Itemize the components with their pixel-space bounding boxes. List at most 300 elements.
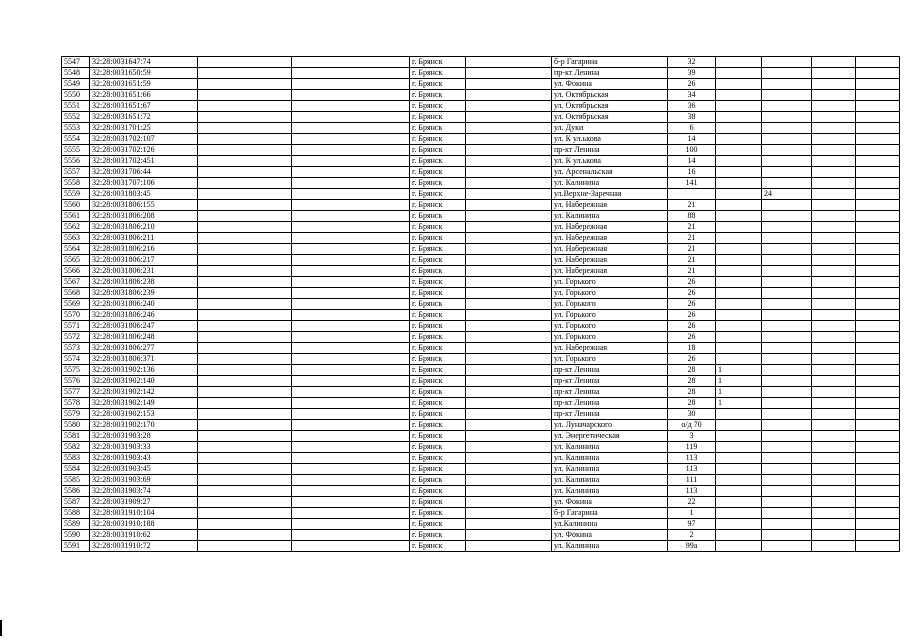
table-row bbox=[62, 145, 900, 156]
house-number-cell: 141 bbox=[668, 178, 716, 189]
column-12-cell bbox=[856, 387, 900, 398]
column-11-cell bbox=[812, 453, 856, 464]
column-12-cell bbox=[856, 200, 900, 211]
column-12-cell bbox=[856, 123, 900, 134]
city-cell: г. Брянск bbox=[410, 156, 466, 167]
street-cell: пр-кт Ленина bbox=[552, 398, 668, 409]
column-4-cell bbox=[292, 134, 410, 145]
column-12-cell bbox=[856, 442, 900, 453]
column-4-cell bbox=[292, 486, 410, 497]
column-12-cell bbox=[856, 365, 900, 376]
column-3-cell bbox=[198, 189, 292, 200]
column-11-cell bbox=[812, 398, 856, 409]
city-cell: г. Брянск bbox=[410, 541, 466, 552]
column-11-cell bbox=[812, 189, 856, 200]
column-11-cell bbox=[812, 332, 856, 343]
cadastral-number-cell: 32:28:0031806:216 bbox=[90, 244, 198, 255]
column-4-cell bbox=[292, 409, 410, 420]
column-4-cell bbox=[292, 310, 410, 321]
column-12-cell bbox=[856, 57, 900, 68]
street-cell: ул. Горького bbox=[552, 288, 668, 299]
column-9-cell: 1 bbox=[716, 365, 762, 376]
column-9-cell bbox=[716, 420, 762, 431]
column-3-cell bbox=[198, 145, 292, 156]
row-number-cell: 5567 bbox=[62, 277, 90, 288]
column-9-cell bbox=[716, 497, 762, 508]
column-9-cell bbox=[716, 244, 762, 255]
column-10-cell bbox=[762, 310, 812, 321]
table-row bbox=[62, 420, 900, 431]
street-cell: б-р Гагарина bbox=[552, 57, 668, 68]
column-6-cell bbox=[466, 123, 552, 134]
city-cell: г. Брянск bbox=[410, 409, 466, 420]
column-12-cell bbox=[856, 530, 900, 541]
table-row bbox=[62, 134, 900, 145]
street-cell: ул. Горького bbox=[552, 299, 668, 310]
city-cell: г. Брянск bbox=[410, 365, 466, 376]
row-number-cell: 5561 bbox=[62, 211, 90, 222]
column-12-cell bbox=[856, 475, 900, 486]
column-11-cell bbox=[812, 497, 856, 508]
city-cell: г. Брянск bbox=[410, 376, 466, 387]
row-number-cell: 5562 bbox=[62, 222, 90, 233]
street-cell: ул. К ул.ькова bbox=[552, 156, 668, 167]
cadastral-number-cell: 32:28:0031902:136 bbox=[90, 365, 198, 376]
row-number-cell: 5585 bbox=[62, 475, 90, 486]
house-number-cell: 38 bbox=[668, 112, 716, 123]
column-4-cell bbox=[292, 112, 410, 123]
column-10-cell bbox=[762, 277, 812, 288]
column-4-cell bbox=[292, 299, 410, 310]
column-3-cell bbox=[198, 332, 292, 343]
column-11-cell bbox=[812, 101, 856, 112]
column-9-cell bbox=[716, 134, 762, 145]
column-9-cell bbox=[716, 156, 762, 167]
table-row bbox=[62, 453, 900, 464]
house-number-cell: 26 bbox=[668, 277, 716, 288]
city-cell: г. Брянск bbox=[410, 222, 466, 233]
city-cell: г. Брянск bbox=[410, 519, 466, 530]
column-3-cell bbox=[198, 442, 292, 453]
city-cell: г. Брянск bbox=[410, 255, 466, 266]
row-number-cell: 5552 bbox=[62, 112, 90, 123]
cadastral-number-cell: 32:28:0031702:451 bbox=[90, 156, 198, 167]
column-3-cell bbox=[198, 112, 292, 123]
registry-table bbox=[61, 56, 900, 552]
column-4-cell bbox=[292, 255, 410, 266]
row-number-cell: 5580 bbox=[62, 420, 90, 431]
cadastral-number-cell: 32:28:0031707:106 bbox=[90, 178, 198, 189]
column-4-cell bbox=[292, 398, 410, 409]
house-number-cell: 21 bbox=[668, 244, 716, 255]
column-3-cell bbox=[198, 156, 292, 167]
column-11-cell bbox=[812, 134, 856, 145]
column-11-cell bbox=[812, 464, 856, 475]
row-number-cell: 5547 bbox=[62, 57, 90, 68]
table-row bbox=[62, 244, 900, 255]
row-number-cell: 5587 bbox=[62, 497, 90, 508]
column-3-cell bbox=[198, 167, 292, 178]
cadastral-number-cell: 32:28:0031651:67 bbox=[90, 101, 198, 112]
column-10-cell bbox=[762, 365, 812, 376]
column-6-cell bbox=[466, 134, 552, 145]
house-number-cell: 100 bbox=[668, 145, 716, 156]
street-cell: ул. Фокина bbox=[552, 530, 668, 541]
column-6-cell bbox=[466, 90, 552, 101]
city-cell: г. Брянск bbox=[410, 145, 466, 156]
column-3-cell bbox=[198, 266, 292, 277]
column-12-cell bbox=[856, 453, 900, 464]
column-10-cell bbox=[762, 244, 812, 255]
column-3-cell bbox=[198, 299, 292, 310]
street-cell: ул.Верхне-Заречная bbox=[552, 189, 668, 200]
row-number-cell: 5564 bbox=[62, 244, 90, 255]
street-cell: б-р Гагарина bbox=[552, 508, 668, 519]
column-12-cell bbox=[856, 343, 900, 354]
cadastral-number-cell: 32:28:0031806:231 bbox=[90, 266, 198, 277]
cadastral-number-cell: 32:28:0031903:69 bbox=[90, 475, 198, 486]
column-9-cell bbox=[716, 112, 762, 123]
cadastral-number-cell: 32:28:0031803:45 bbox=[90, 189, 198, 200]
column-4-cell bbox=[292, 244, 410, 255]
house-number-cell: 26 bbox=[668, 310, 716, 321]
column-12-cell bbox=[856, 233, 900, 244]
street-cell: ул. Набережная bbox=[552, 200, 668, 211]
column-9-cell bbox=[716, 530, 762, 541]
city-cell: г. Брянск bbox=[410, 530, 466, 541]
column-3-cell bbox=[198, 233, 292, 244]
column-3-cell bbox=[198, 508, 292, 519]
column-4-cell bbox=[292, 123, 410, 134]
house-number-cell: 22 bbox=[668, 497, 716, 508]
cadastral-number-cell: 32:28:0031806:248 bbox=[90, 332, 198, 343]
column-4-cell bbox=[292, 57, 410, 68]
column-10-cell bbox=[762, 68, 812, 79]
city-cell: г. Брянск bbox=[410, 178, 466, 189]
cadastral-number-cell: 32:28:0031651:59 bbox=[90, 79, 198, 90]
column-12-cell bbox=[856, 486, 900, 497]
row-number-cell: 5568 bbox=[62, 288, 90, 299]
column-4-cell bbox=[292, 343, 410, 354]
column-10-cell bbox=[762, 431, 812, 442]
column-10-cell bbox=[762, 134, 812, 145]
column-11-cell bbox=[812, 299, 856, 310]
column-10-cell bbox=[762, 420, 812, 431]
column-11-cell bbox=[812, 266, 856, 277]
column-9-cell bbox=[716, 189, 762, 200]
column-6-cell bbox=[466, 530, 552, 541]
row-number-cell: 5550 bbox=[62, 90, 90, 101]
table-row bbox=[62, 277, 900, 288]
cadastral-number-cell: 32:28:0031702:126 bbox=[90, 145, 198, 156]
column-10-cell bbox=[762, 178, 812, 189]
column-12-cell bbox=[856, 431, 900, 442]
row-number-cell: 5548 bbox=[62, 68, 90, 79]
column-4-cell bbox=[292, 178, 410, 189]
column-12-cell bbox=[856, 508, 900, 519]
row-number-cell: 5575 bbox=[62, 365, 90, 376]
house-number-cell: 26 bbox=[668, 79, 716, 90]
street-cell: ул. Калинина bbox=[552, 453, 668, 464]
cadastral-number-cell: 32:28:0031902:170 bbox=[90, 420, 198, 431]
column-11-cell bbox=[812, 277, 856, 288]
city-cell: г. Брянск bbox=[410, 277, 466, 288]
table-row bbox=[62, 530, 900, 541]
column-9-cell: 1 bbox=[716, 387, 762, 398]
column-6-cell bbox=[466, 409, 552, 420]
city-cell: г. Брянск bbox=[410, 486, 466, 497]
column-4-cell bbox=[292, 189, 410, 200]
city-cell: г. Брянск bbox=[410, 57, 466, 68]
cadastral-number-cell: 32:28:0031910:188 bbox=[90, 519, 198, 530]
column-6-cell bbox=[466, 200, 552, 211]
column-11-cell bbox=[812, 145, 856, 156]
column-10-cell bbox=[762, 211, 812, 222]
column-11-cell bbox=[812, 321, 856, 332]
column-12-cell bbox=[856, 376, 900, 387]
column-4-cell bbox=[292, 475, 410, 486]
column-6-cell bbox=[466, 266, 552, 277]
column-3-cell bbox=[198, 530, 292, 541]
table-row bbox=[62, 266, 900, 277]
row-number-cell: 5563 bbox=[62, 233, 90, 244]
column-9-cell bbox=[716, 233, 762, 244]
column-12-cell bbox=[856, 266, 900, 277]
column-11-cell bbox=[812, 365, 856, 376]
house-number-cell: 1 bbox=[668, 508, 716, 519]
table-row bbox=[62, 211, 900, 222]
house-number-cell: 111 bbox=[668, 475, 716, 486]
table-row bbox=[62, 310, 900, 321]
cadastral-number-cell: 32:28:0031902:140 bbox=[90, 376, 198, 387]
cadastral-number-cell: 32:28:0031806:277 bbox=[90, 343, 198, 354]
column-4-cell bbox=[292, 365, 410, 376]
cadastral-number-cell: 32:28:0031806:238 bbox=[90, 277, 198, 288]
street-cell: ул. Набережная bbox=[552, 266, 668, 277]
house-number-cell: 26 bbox=[668, 332, 716, 343]
column-3-cell bbox=[198, 453, 292, 464]
table-row bbox=[62, 68, 900, 79]
column-3-cell bbox=[198, 354, 292, 365]
column-12-cell bbox=[856, 321, 900, 332]
column-4-cell bbox=[292, 442, 410, 453]
column-10-cell bbox=[762, 167, 812, 178]
column-9-cell: 1 bbox=[716, 398, 762, 409]
table-row bbox=[62, 200, 900, 211]
row-number-cell: 5582 bbox=[62, 442, 90, 453]
house-number-cell: 113 bbox=[668, 464, 716, 475]
column-9-cell bbox=[716, 354, 762, 365]
table-row bbox=[62, 464, 900, 475]
column-10-cell bbox=[762, 332, 812, 343]
column-4-cell bbox=[292, 90, 410, 101]
table-row bbox=[62, 519, 900, 530]
column-6-cell bbox=[466, 354, 552, 365]
table-row bbox=[62, 123, 900, 134]
street-cell: ул. Энергетическая bbox=[552, 431, 668, 442]
column-9-cell bbox=[716, 167, 762, 178]
column-11-cell bbox=[812, 519, 856, 530]
cadastral-number-cell: 32:28:0031910:62 bbox=[90, 530, 198, 541]
street-cell: ул.Калинина bbox=[552, 519, 668, 530]
column-10-cell bbox=[762, 398, 812, 409]
column-6-cell bbox=[466, 189, 552, 200]
column-11-cell bbox=[812, 530, 856, 541]
street-cell: ул. К ул.ькова bbox=[552, 134, 668, 145]
column-4-cell bbox=[292, 68, 410, 79]
column-3-cell bbox=[198, 519, 292, 530]
row-number-cell: 5557 bbox=[62, 167, 90, 178]
table-row bbox=[62, 288, 900, 299]
column-4-cell bbox=[292, 211, 410, 222]
column-12-cell bbox=[856, 156, 900, 167]
city-cell: г. Брянск bbox=[410, 431, 466, 442]
table-row bbox=[62, 387, 900, 398]
column-10-cell bbox=[762, 343, 812, 354]
column-6-cell bbox=[466, 376, 552, 387]
column-12-cell bbox=[856, 68, 900, 79]
city-cell: г. Брянск bbox=[410, 475, 466, 486]
column-9-cell bbox=[716, 101, 762, 112]
column-6-cell bbox=[466, 486, 552, 497]
cadastral-number-cell: 32:28:0031903:33 bbox=[90, 442, 198, 453]
column-3-cell bbox=[198, 431, 292, 442]
street-cell: пр-кт Ленина bbox=[552, 387, 668, 398]
column-6-cell bbox=[466, 222, 552, 233]
street-cell: ул. Набережная bbox=[552, 233, 668, 244]
column-4-cell bbox=[292, 453, 410, 464]
row-number-cell: 5579 bbox=[62, 409, 90, 420]
column-11-cell bbox=[812, 211, 856, 222]
city-cell: г. Брянск bbox=[410, 288, 466, 299]
city-cell: г. Брянск bbox=[410, 123, 466, 134]
column-12-cell bbox=[856, 409, 900, 420]
table-row bbox=[62, 398, 900, 409]
column-3-cell bbox=[198, 255, 292, 266]
column-10-cell bbox=[762, 123, 812, 134]
column-10-cell bbox=[762, 299, 812, 310]
row-number-cell: 5558 bbox=[62, 178, 90, 189]
column-12-cell bbox=[856, 277, 900, 288]
column-3-cell bbox=[198, 101, 292, 112]
column-11-cell bbox=[812, 244, 856, 255]
column-6-cell bbox=[466, 475, 552, 486]
table-row bbox=[62, 233, 900, 244]
row-number-cell: 5570 bbox=[62, 310, 90, 321]
column-6-cell bbox=[466, 332, 552, 343]
column-9-cell bbox=[716, 431, 762, 442]
house-number-cell: 28 bbox=[668, 387, 716, 398]
city-cell: г. Брянск bbox=[410, 343, 466, 354]
row-number-cell: 5588 bbox=[62, 508, 90, 519]
cadastral-number-cell: 32:28:0031903:45 bbox=[90, 464, 198, 475]
column-10-cell bbox=[762, 508, 812, 519]
column-9-cell bbox=[716, 299, 762, 310]
column-12-cell bbox=[856, 222, 900, 233]
column-11-cell bbox=[812, 475, 856, 486]
column-10-cell bbox=[762, 156, 812, 167]
city-cell: г. Брянск bbox=[410, 90, 466, 101]
column-4-cell bbox=[292, 530, 410, 541]
column-11-cell bbox=[812, 409, 856, 420]
city-cell: г. Брянск bbox=[410, 420, 466, 431]
cadastral-number-cell: 32:28:0031651:72 bbox=[90, 112, 198, 123]
column-11-cell bbox=[812, 387, 856, 398]
street-cell: ул. Калинина bbox=[552, 464, 668, 475]
column-6-cell bbox=[466, 178, 552, 189]
column-9-cell bbox=[716, 508, 762, 519]
row-number-cell: 5571 bbox=[62, 321, 90, 332]
house-number-cell: 119 bbox=[668, 442, 716, 453]
street-cell: ул. Набережная bbox=[552, 244, 668, 255]
scan-edge-mark bbox=[0, 620, 2, 636]
city-cell: г. Брянск bbox=[410, 244, 466, 255]
column-11-cell bbox=[812, 68, 856, 79]
column-10-cell bbox=[762, 530, 812, 541]
house-number-cell: 14 bbox=[668, 134, 716, 145]
column-3-cell bbox=[198, 464, 292, 475]
column-6-cell bbox=[466, 431, 552, 442]
column-12-cell bbox=[856, 112, 900, 123]
column-11-cell bbox=[812, 288, 856, 299]
column-4-cell bbox=[292, 464, 410, 475]
street-cell: ул. Калинина bbox=[552, 475, 668, 486]
row-number-cell: 5553 bbox=[62, 123, 90, 134]
city-cell: г. Брянск bbox=[410, 332, 466, 343]
house-number-cell: 88 bbox=[668, 211, 716, 222]
house-number-cell: 28 bbox=[668, 376, 716, 387]
column-3-cell bbox=[198, 365, 292, 376]
table-row bbox=[62, 365, 900, 376]
column-3-cell bbox=[198, 222, 292, 233]
row-number-cell: 5576 bbox=[62, 376, 90, 387]
city-cell: г. Брянск bbox=[410, 200, 466, 211]
column-12-cell bbox=[856, 541, 900, 552]
table-row bbox=[62, 332, 900, 343]
cadastral-number-cell: 32:28:0031903:43 bbox=[90, 453, 198, 464]
column-9-cell bbox=[716, 409, 762, 420]
row-number-cell: 5569 bbox=[62, 299, 90, 310]
column-10-cell bbox=[762, 233, 812, 244]
column-9-cell bbox=[716, 475, 762, 486]
city-cell: г. Брянск bbox=[410, 134, 466, 145]
house-number-cell: 26 bbox=[668, 321, 716, 332]
table-row bbox=[62, 431, 900, 442]
table-row bbox=[62, 189, 900, 200]
column-12-cell bbox=[856, 101, 900, 112]
table-row bbox=[62, 178, 900, 189]
house-number-cell: 21 bbox=[668, 255, 716, 266]
city-cell: г. Брянск bbox=[410, 497, 466, 508]
column-4-cell bbox=[292, 508, 410, 519]
column-11-cell bbox=[812, 123, 856, 134]
cadastral-number-cell: 32:28:0031702:107 bbox=[90, 134, 198, 145]
table-row bbox=[62, 475, 900, 486]
column-11-cell bbox=[812, 255, 856, 266]
column-4-cell bbox=[292, 79, 410, 90]
house-number-cell: 6 bbox=[668, 123, 716, 134]
column-4-cell bbox=[292, 519, 410, 530]
cadastral-number-cell: 32:28:0031701:25 bbox=[90, 123, 198, 134]
column-3-cell bbox=[198, 321, 292, 332]
house-number-cell: 97 bbox=[668, 519, 716, 530]
column-9-cell bbox=[716, 464, 762, 475]
column-6-cell bbox=[466, 387, 552, 398]
street-cell: ул. Арсенальская bbox=[552, 167, 668, 178]
column-6-cell bbox=[466, 398, 552, 409]
table-row bbox=[62, 541, 900, 552]
column-6-cell bbox=[466, 277, 552, 288]
